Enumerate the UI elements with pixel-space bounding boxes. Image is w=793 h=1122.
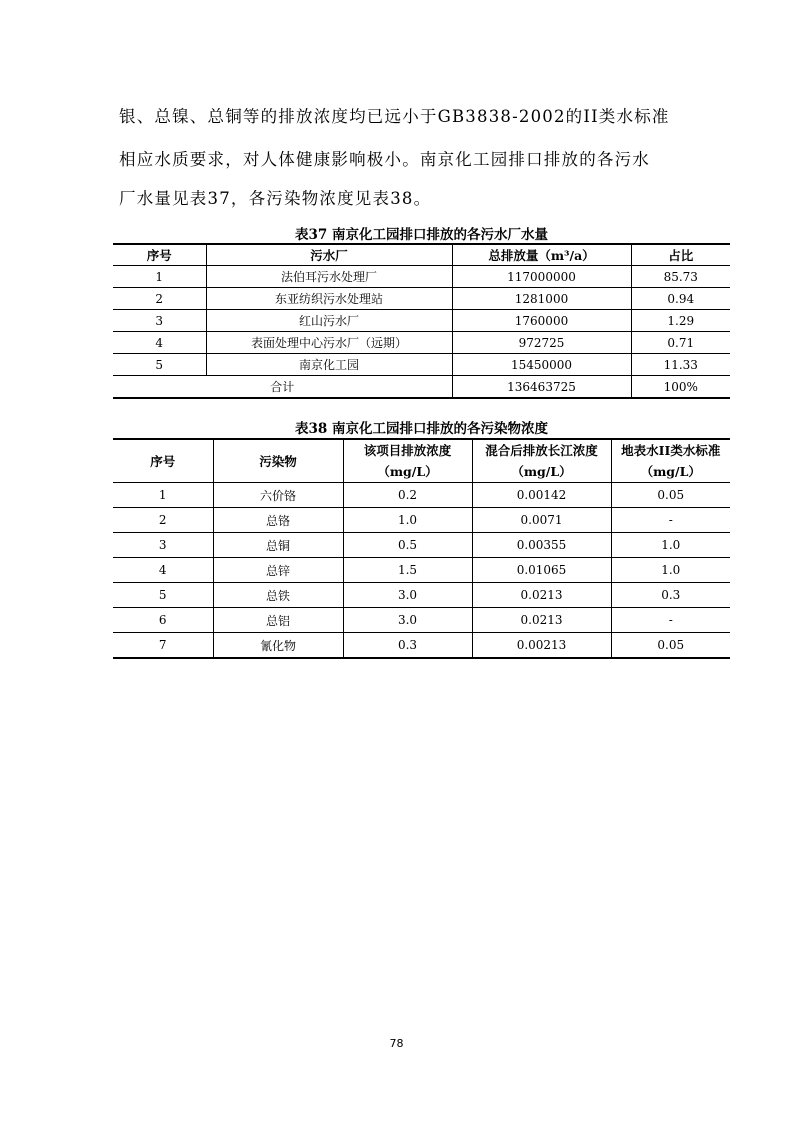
total-label: 合计 — [113, 376, 452, 399]
table-cell: 0.0213 — [472, 608, 611, 633]
table37-header-row — [113, 244, 730, 266]
table37 — [113, 243, 730, 399]
table-cell: 表面处理中心污水厂（远期） — [206, 332, 452, 354]
table-cell: 六价铬 — [213, 483, 343, 508]
table-cell: 3.0 — [343, 583, 472, 608]
table-cell: 0.00142 — [472, 483, 611, 508]
table38-header-cell: 地表水II类水标准（mg/L） — [611, 439, 730, 483]
table38 — [113, 438, 730, 659]
table-cell: 总铝 — [213, 608, 343, 633]
table37-header-cell: 占比 — [631, 244, 730, 266]
table-row — [113, 533, 730, 558]
table-cell: 0.0213 — [472, 583, 611, 608]
table-cell: - — [611, 508, 730, 533]
table37-header-cell: 污水厂 — [206, 244, 452, 266]
table-cell: 6 — [113, 608, 213, 633]
table-cell: 1.5 — [343, 558, 472, 583]
table-cell: 2 — [113, 288, 206, 310]
table-cell: 3 — [113, 533, 213, 558]
table-cell: 972725 — [452, 332, 631, 354]
table-cell: 0.00213 — [472, 633, 611, 659]
table-cell: 法伯耳污水处理厂 — [206, 266, 452, 288]
table-cell: 总铜 — [213, 533, 343, 558]
table-cell: 2 — [113, 508, 213, 533]
table-row — [113, 332, 730, 354]
table-cell: 0.01065 — [472, 558, 611, 583]
table-cell: 总锌 — [213, 558, 343, 583]
table-cell: 5 — [113, 583, 213, 608]
table38-header-cell: 污染物 — [213, 439, 343, 483]
table-cell: 1.0 — [611, 533, 730, 558]
table-cell: 0.00355 — [472, 533, 611, 558]
table-row — [113, 608, 730, 633]
table-row — [113, 633, 730, 659]
table-cell: 5 — [113, 354, 206, 376]
table-cell: 南京化工园 — [206, 354, 452, 376]
table-cell: 1 — [113, 483, 213, 508]
table-cell: 4 — [113, 558, 213, 583]
table-cell: 总铬 — [213, 508, 343, 533]
body-paragraph-line-1: 银、总镍、总铜等的排放浓度均已远小于GB3838-2002的II类水标准 — [119, 107, 670, 126]
table-cell: 85.73 — [631, 266, 730, 288]
table37-header-cell: 序号 — [113, 244, 206, 266]
table-cell: 7 — [113, 633, 213, 659]
table-cell: 117000000 — [452, 266, 631, 288]
table-cell: 3 — [113, 310, 206, 332]
table-cell: 0.2 — [343, 483, 472, 508]
table-cell: 0.05 — [611, 633, 730, 659]
page-number: 78 — [389, 1037, 404, 1050]
table-cell: - — [611, 608, 730, 633]
table-cell: 4 — [113, 332, 206, 354]
table37-total-row — [113, 376, 730, 399]
table38-header-cell: 序号 — [113, 439, 213, 483]
table-row — [113, 288, 730, 310]
table-cell: 东亚纺织污水处理站 — [206, 288, 452, 310]
body-paragraph-line-3: 厂水量见表37，各污染物浓度见表38。 — [119, 189, 432, 208]
table-row — [113, 583, 730, 608]
table-cell: 0.05 — [611, 483, 730, 508]
table-row — [113, 266, 730, 288]
table-cell: 1 — [113, 266, 206, 288]
table37-header-cell: 总排放量（m³/a） — [452, 244, 631, 266]
table-cell: 0.3 — [343, 633, 472, 659]
table-cell: 11.33 — [631, 354, 730, 376]
table-cell: 氰化物 — [213, 633, 343, 659]
table-cell: 3.0 — [343, 608, 472, 633]
table-cell: 1760000 — [452, 310, 631, 332]
table-row — [113, 354, 730, 376]
table-cell: 0.71 — [631, 332, 730, 354]
table-row — [113, 508, 730, 533]
table-cell: 0.94 — [631, 288, 730, 310]
table-cell: 15450000 — [452, 354, 631, 376]
table-cell: 1.29 — [631, 310, 730, 332]
table-row — [113, 483, 730, 508]
table38-header-row — [113, 439, 730, 483]
table37-caption: 表37 南京化工园排口排放的各污水厂水量 — [295, 227, 548, 243]
table38-caption: 表38 南京化工园排口排放的各污染物浓度 — [295, 421, 548, 437]
table-cell: 总铁 — [213, 583, 343, 608]
table-cell: 1.0 — [611, 558, 730, 583]
total-ratio: 100% — [631, 376, 730, 399]
table-row — [113, 310, 730, 332]
table-cell: 0.0071 — [472, 508, 611, 533]
table-cell: 0.3 — [611, 583, 730, 608]
body-paragraph-line-2: 相应水质要求，对人体健康影响极小。南京化工园排口排放的各污水 — [119, 150, 650, 169]
total-amount: 136463725 — [452, 376, 631, 399]
table-cell: 0.5 — [343, 533, 472, 558]
table-cell: 1.0 — [343, 508, 472, 533]
table-cell: 红山污水厂 — [206, 310, 452, 332]
table38-header-cell: 混合后排放长江浓度（mg/L） — [472, 439, 611, 483]
table-cell: 1281000 — [452, 288, 631, 310]
table-row — [113, 558, 730, 583]
table38-header-cell: 该项目排放浓度（mg/L） — [343, 439, 472, 483]
